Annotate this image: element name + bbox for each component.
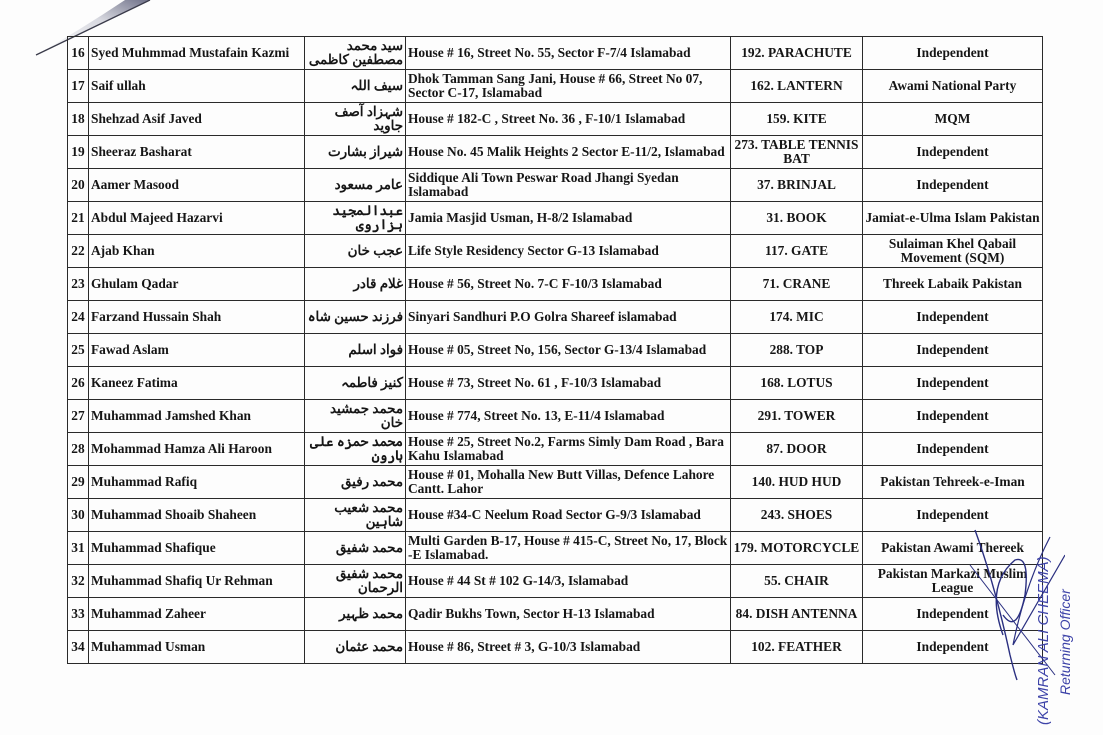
serial-number: 24 xyxy=(68,301,89,334)
candidate-name: Muhammad Zaheer xyxy=(89,598,305,631)
serial-number: 28 xyxy=(68,433,89,466)
party-affiliation: Independent xyxy=(863,598,1043,631)
party-affiliation: Pakistan Tehreek-e-Iman xyxy=(863,466,1043,499)
serial-number: 23 xyxy=(68,268,89,301)
election-symbol: 55. CHAIR xyxy=(731,565,863,598)
table-row xyxy=(68,466,1043,499)
candidate-name: Muhammad Rafiq xyxy=(89,466,305,499)
candidate-address: House # 05, Street No, 156, Sector G-13/4 Islamabad xyxy=(406,334,731,367)
candidate-name: Abdul Majeed Hazarvi xyxy=(89,202,305,235)
candidate-name: Syed Muhmmad Mustafain Kazmi xyxy=(89,37,305,70)
party-affiliation: Independent xyxy=(863,334,1043,367)
serial-number: 32 xyxy=(68,565,89,598)
election-symbol: 273. TABLE TENNIS BAT xyxy=(731,136,863,169)
election-symbol: 87. DOOR xyxy=(731,433,863,466)
party-affiliation: MQM xyxy=(863,103,1043,136)
candidate-address: House # 44 St # 102 G-14/3, Islamabad xyxy=(406,565,731,598)
candidate-name-urdu: محمد شفیق xyxy=(305,532,406,565)
serial-number: 22 xyxy=(68,235,89,268)
table-row xyxy=(68,202,1043,235)
candidate-address: House #34-C Neelum Road Sector G-9/3 Islamabad xyxy=(406,499,731,532)
table-row xyxy=(68,631,1043,664)
candidate-address: Sinyari Sandhuri P.O Golra Shareef islamabad xyxy=(406,301,731,334)
table-row xyxy=(68,70,1043,103)
election-symbol: 84. DISH ANTENNA xyxy=(731,598,863,631)
serial-number: 26 xyxy=(68,367,89,400)
candidate-address: House # 25, Street No.2, Farms Simly Dam Road , Bara Kahu Islamabad xyxy=(406,433,731,466)
candidate-name: Fawad Aslam xyxy=(89,334,305,367)
candidate-name-urdu: شہزاد آصف جاوید xyxy=(305,103,406,136)
party-affiliation: Independent xyxy=(863,400,1043,433)
party-affiliation: Pakistan Markazi Muslim League xyxy=(863,565,1043,598)
serial-number: 21 xyxy=(68,202,89,235)
candidate-name-urdu: محمد شعیب شاہین xyxy=(305,499,406,532)
party-affiliation: Threek Labaik Pakistan xyxy=(863,268,1043,301)
election-symbol: 102. FEATHER xyxy=(731,631,863,664)
candidate-address: Jamia Masjid Usman, H-8/2 Islamabad xyxy=(406,202,731,235)
candidate-name-urdu: فواد اسلم xyxy=(305,334,406,367)
election-symbol: 168. LOTUS xyxy=(731,367,863,400)
candidate-address: Dhok Tamman Sang Jani, House # 66, Street No 07, Sector C-17, Islamabad xyxy=(406,70,731,103)
candidate-name-urdu: شیراز بشارت xyxy=(305,136,406,169)
serial-number: 30 xyxy=(68,499,89,532)
election-symbol: 162. LANTERN xyxy=(731,70,863,103)
stamp-name: (KAMRAN ALI CHEEMA) xyxy=(1035,556,1052,725)
candidate-name: Shehzad Asif Javed xyxy=(89,103,305,136)
table-row xyxy=(68,400,1043,433)
table-row xyxy=(68,433,1043,466)
candidate-address: House # 56, Street No. 7-C F-10/3 Islamabad xyxy=(406,268,731,301)
candidate-address: House # 182-C , Street No. 36 , F-10/1 Islamabad xyxy=(406,103,731,136)
table-row xyxy=(68,499,1043,532)
candidate-name: Sheeraz Basharat xyxy=(89,136,305,169)
candidate-name-urdu: محمد حمزہ علی ہارون xyxy=(305,433,406,466)
candidate-address: Multi Garden B-17, House # 415-C, Street No, 17, Block -E Islamabad. xyxy=(406,532,731,565)
serial-number: 25 xyxy=(68,334,89,367)
candidate-address: Qadir Bukhs Town, Sector H-13 Islamabad xyxy=(406,598,731,631)
party-affiliation: Jamiat-e-Ulma Islam Pakistan xyxy=(863,202,1043,235)
election-symbol: 291. TOWER xyxy=(731,400,863,433)
candidate-address: House # 73, Street No. 61 , F-10/3 Islamabad xyxy=(406,367,731,400)
table-row xyxy=(68,169,1043,202)
serial-number: 19 xyxy=(68,136,89,169)
candidate-name-urdu: محمد عثمان xyxy=(305,631,406,664)
candidate-address: House # 86, Street # 3, G-10/3 Islamabad xyxy=(406,631,731,664)
election-symbol: 31. BOOK xyxy=(731,202,863,235)
party-affiliation: Independent xyxy=(863,367,1043,400)
candidate-name: Farzand Hussain Shah xyxy=(89,301,305,334)
party-affiliation: Independent xyxy=(863,631,1043,664)
election-symbol: 192. PARACHUTE xyxy=(731,37,863,70)
table-row xyxy=(68,235,1043,268)
candidate-name-urdu: محمد ظہیر xyxy=(305,598,406,631)
table-row xyxy=(68,532,1043,565)
party-affiliation: Sulaiman Khel Qabail Movement (SQM) xyxy=(863,235,1043,268)
candidate-name-urdu: محمد رفیق xyxy=(305,466,406,499)
election-symbol: 71. CRANE xyxy=(731,268,863,301)
party-affiliation: Awami National Party xyxy=(863,70,1043,103)
candidate-name-urdu: محمد شفیق الرحمان xyxy=(305,565,406,598)
candidate-name-urdu: سید محمد مصطفین کاظمی xyxy=(305,37,406,70)
candidate-name: Ajab Khan xyxy=(89,235,305,268)
party-affiliation: Independent xyxy=(863,433,1043,466)
table-row xyxy=(68,565,1043,598)
serial-number: 33 xyxy=(68,598,89,631)
candidate-name-urdu: فرزند حسین شاہ xyxy=(305,301,406,334)
election-symbol: 243. SHOES xyxy=(731,499,863,532)
candidate-name-urdu: محمد جمشید خان xyxy=(305,400,406,433)
candidate-name: Muhammad Shafique xyxy=(89,532,305,565)
election-symbol: 288. TOP xyxy=(731,334,863,367)
election-symbol: 179. MOTORCYCLE xyxy=(731,532,863,565)
election-symbol: 37. BRINJAL xyxy=(731,169,863,202)
candidate-name-urdu: غلام قادر xyxy=(305,268,406,301)
candidate-name: Muhammad Usman xyxy=(89,631,305,664)
candidate-name: Saif ullah xyxy=(89,70,305,103)
serial-number: 16 xyxy=(68,37,89,70)
election-symbol: 140. HUD HUD xyxy=(731,466,863,499)
serial-number: 34 xyxy=(68,631,89,664)
candidate-name-urdu: عبدالمجید ہزاروی xyxy=(305,202,406,235)
serial-number: 18 xyxy=(68,103,89,136)
candidate-name: Aamer Masood xyxy=(89,169,305,202)
candidate-address: Life Style Residency Sector G-13 Islamabad xyxy=(406,235,731,268)
candidate-name: Kaneez Fatima xyxy=(89,367,305,400)
candidate-address: House # 01, Mohalla New Butt Villas, Defence Lahore Cantt. Lahor xyxy=(406,466,731,499)
candidate-name-urdu: سیف اللہ xyxy=(305,70,406,103)
table-row xyxy=(68,37,1043,70)
stamp-title: Returning Officer xyxy=(1057,589,1073,695)
candidate-name: Mohammad Hamza Ali Haroon xyxy=(89,433,305,466)
candidate-address: House # 774, Street No. 13, E-11/4 Islamabad xyxy=(406,400,731,433)
table-row xyxy=(68,268,1043,301)
table-row xyxy=(68,598,1043,631)
party-affiliation: Independent xyxy=(863,301,1043,334)
candidate-address: Siddique Ali Town Peswar Road Jhangi Syedan Islamabad xyxy=(406,169,731,202)
candidate-name-urdu: عجب خان xyxy=(305,235,406,268)
candidate-name: Muhammad Jamshed Khan xyxy=(89,400,305,433)
candidate-name: Muhammad Shafiq Ur Rehman xyxy=(89,565,305,598)
party-affiliation: Independent xyxy=(863,37,1043,70)
party-affiliation: Independent xyxy=(863,499,1043,532)
table-row xyxy=(68,334,1043,367)
serial-number: 29 xyxy=(68,466,89,499)
serial-number: 20 xyxy=(68,169,89,202)
candidate-name-urdu: کنیز فاطمہ xyxy=(305,367,406,400)
serial-number: 17 xyxy=(68,70,89,103)
candidate-name: Muhammad Shoaib Shaheen xyxy=(89,499,305,532)
candidate-address: House # 16, Street No. 55, Sector F-7/4 Islamabad xyxy=(406,37,731,70)
table-row xyxy=(68,103,1043,136)
candidate-address: House No. 45 Malik Heights 2 Sector E-11/2, Islamabad xyxy=(406,136,731,169)
candidate-name-urdu: عامر مسعود xyxy=(305,169,406,202)
candidate-name: Ghulam Qadar xyxy=(89,268,305,301)
candidates-table xyxy=(67,36,1043,664)
table-row xyxy=(68,136,1043,169)
serial-number: 31 xyxy=(68,532,89,565)
election-symbol: 174. MIC xyxy=(731,301,863,334)
party-affiliation: Independent xyxy=(863,136,1043,169)
table-row xyxy=(68,367,1043,400)
serial-number: 27 xyxy=(68,400,89,433)
election-symbol: 117. GATE xyxy=(731,235,863,268)
party-affiliation: Pakistan Awami Thereek xyxy=(863,532,1043,565)
election-symbol: 159. KITE xyxy=(731,103,863,136)
party-affiliation: Independent xyxy=(863,169,1043,202)
table-row xyxy=(68,301,1043,334)
